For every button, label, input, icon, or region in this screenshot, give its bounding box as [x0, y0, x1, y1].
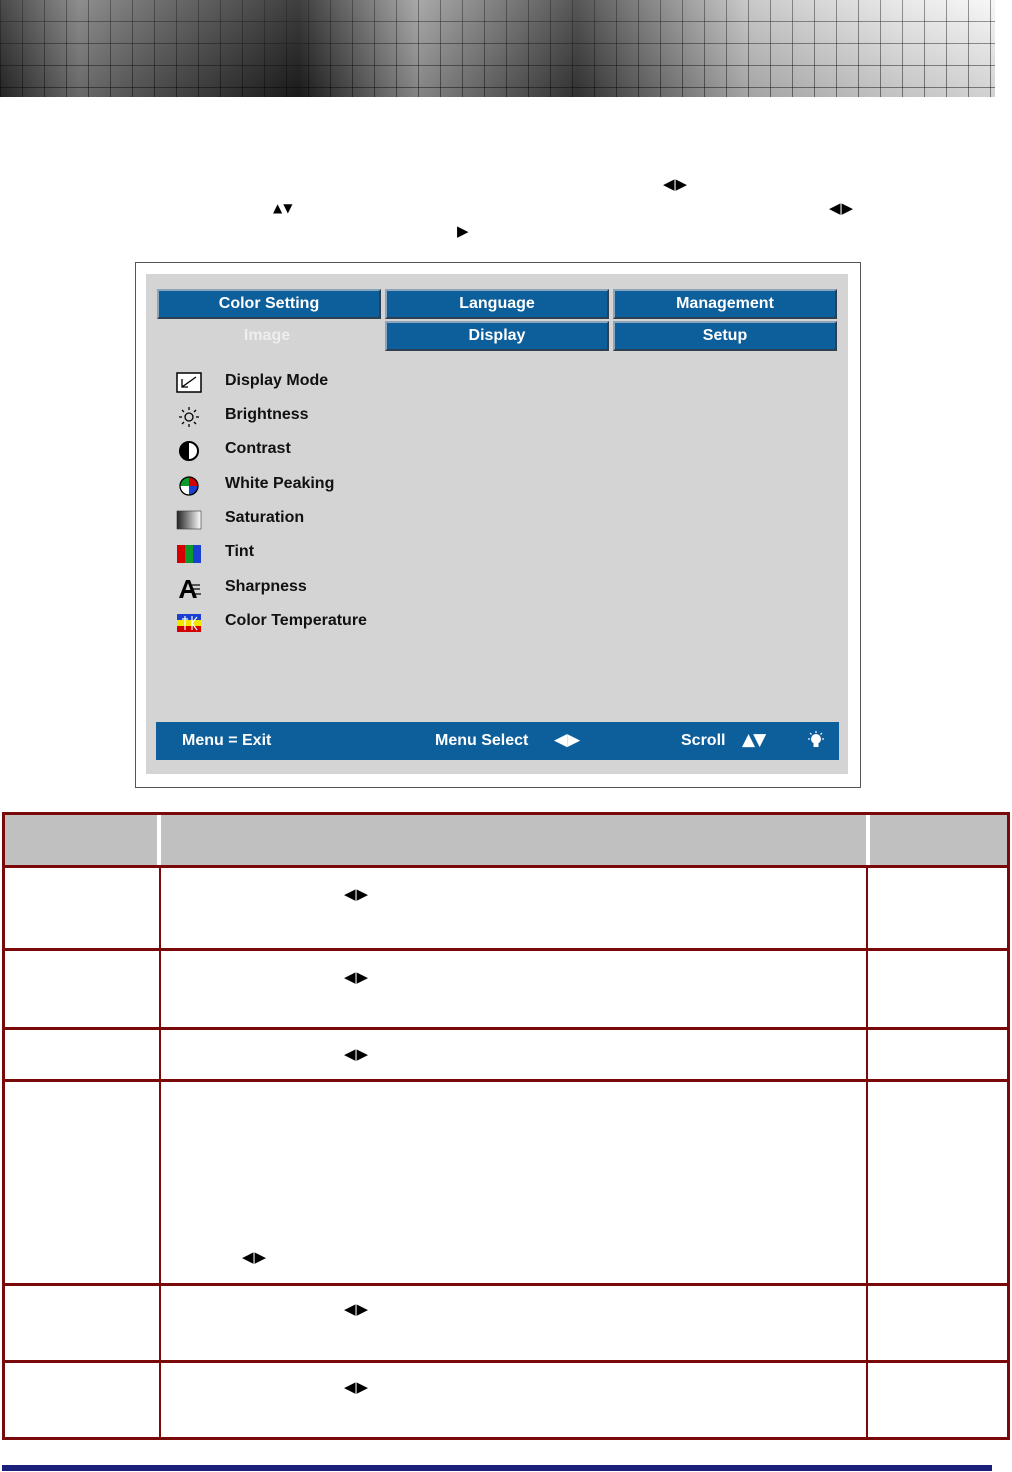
menu-item-color-temperature[interactable]: Color Temperature: [176, 609, 436, 637]
left-right-arrows-icon: ◀▶: [829, 199, 855, 217]
right-arrow-icon: ▶: [457, 222, 470, 240]
white-peaking-icon: [176, 474, 202, 498]
menu-item-white-peaking[interactable]: White Peaking: [176, 472, 436, 500]
menu-item-brightness[interactable]: Brightness: [176, 403, 436, 431]
tint-icon: [176, 542, 202, 566]
tab-image[interactable]: Image: [243, 327, 291, 344]
table-row: ◀▶: [344, 1045, 370, 1063]
contrast-icon: [176, 439, 202, 463]
tab-color-setting[interactable]: Color Setting: [157, 289, 381, 319]
tab-setup[interactable]: Setup: [613, 321, 837, 351]
up-down-arrows-icon: ▲▼: [742, 730, 765, 750]
header-banner: [0, 0, 995, 97]
table-header: [2, 812, 1010, 866]
brightness-icon: [176, 405, 202, 429]
lightbulb-icon: [806, 731, 826, 751]
table-row: ◀▶: [344, 1378, 370, 1396]
menu-exit-hint: Menu = Exit: [182, 732, 272, 749]
scroll-hint: Scroll: [681, 732, 726, 749]
tab-management[interactable]: Management: [613, 289, 837, 319]
settings-table: [2, 812, 1010, 1440]
color-temperature-icon: [176, 611, 202, 635]
tab-display[interactable]: Display: [385, 321, 609, 351]
display-mode-icon: [176, 371, 202, 395]
table-row: ◀▶: [242, 1248, 268, 1266]
tab-language[interactable]: Language: [385, 289, 609, 319]
saturation-icon: [176, 508, 202, 532]
osd-footer-bar: [156, 722, 839, 760]
menu-item-saturation[interactable]: Saturation: [176, 506, 436, 534]
menu-item-tint[interactable]: Tint: [176, 540, 436, 568]
table-row: ◀▶: [344, 885, 370, 903]
sharpness-icon: [176, 577, 202, 601]
menu-select-hint: Menu Select: [435, 732, 529, 749]
footer-rule: [2, 1465, 992, 1471]
up-down-arrows-icon: ▲▼: [273, 201, 294, 215]
menu-item-contrast[interactable]: Contrast: [176, 437, 436, 465]
table-row: ◀▶: [344, 1300, 370, 1318]
left-right-arrows-icon: ◀▶: [554, 730, 581, 750]
left-right-arrows-icon: ◀▶: [663, 175, 689, 193]
menu-item-display-mode[interactable]: Display Mode: [176, 369, 436, 397]
menu-item-sharpness[interactable]: Sharpness: [176, 575, 436, 603]
table-row: ◀▶: [344, 968, 370, 986]
